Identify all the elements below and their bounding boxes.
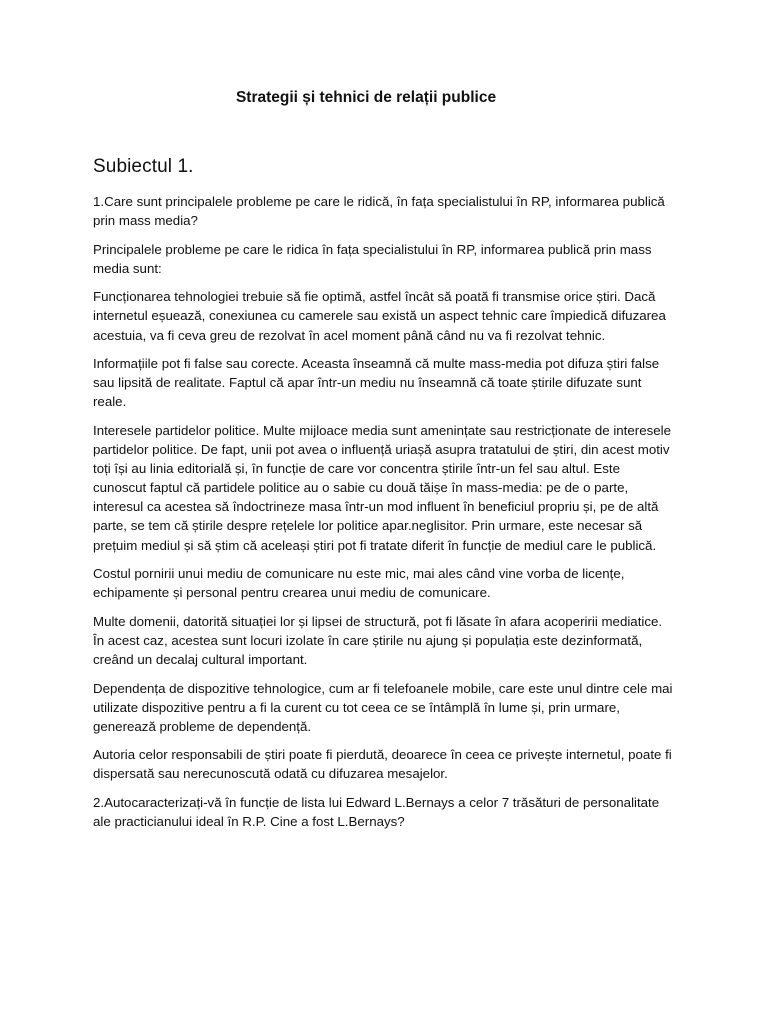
paragraph-dependence: Dependența de dispozitive tehnologice, cum ar fi telefoanele mobile, care este unul dintre cele mai utilizate dispozitive pentru a fi la curent cu tot ceea ce se întâmplă în lume și, prin urmare, generează probleme de dependență. <box>93 680 673 734</box>
document-title <box>0 89 768 107</box>
paragraph-technology: Funcționarea tehnologiei trebuie să fie optimă, astfel încât să poată fi transmise orice știri. Dacă internetul eșuează, conexiunea cu camerele sau există un aspect tehnic care împiedică difuzarea acestuia, va fi ceva greu de rezolvat în acel moment până când nu va fi rezolvat tehnic. <box>93 289 666 343</box>
question-2: 2.Autocaracterizați-vă în funcție de lista lui Edward L.Bernays a celor 7 trăsături de personalitate ale practicianului ideal în R.P. Cine a fost L.Bernays? <box>93 795 660 830</box>
document-title-text: Strategii și tehnici de relații publice <box>235 89 497 106</box>
paragraph-coverage: Multe domenii, datorită situației lor și lipsei de structură, pot fi lăsate în afara acoperirii mediatice. În acest caz, acestea sunt locuri izolate în care știrile nu ajung și populația este dezinformată, creând un decalaj cultural important. <box>93 613 663 667</box>
paragraph-political-interests: Interesele partidelor politice. Multe mijloace media sunt amenințate sau restricționate de interesele partidelor politice. De fapt, unii pot avea o influență uriașă asupra tratatului de știri, din acest motiv toți își au linia editorială și, în funcție de care vor concentra știrile într-un fel sau altul. Este cunoscut faptul că partidele politice au o sabie cu două tăișe în mass-media: pe de o parte, interesul ca acestea să îndoctrineze masa într-un mod influent în beneficiul propriu și, pe de altă parte, se tem că știrile despre rețelele lor politice apar.neglisitor. Prin urmare, este necesar să prețuim mediul și să știm că aceleași știri pot fi tratate diferit în funcție de mediul care le publică. <box>93 422 671 553</box>
paragraph-information: Informațiile pot fi false sau corecte. Aceasta înseamnă că multe mass-media pot difuza știri false sau lipsită de realitate. Faptul că apar într-un mediu nu înseamnă că toate știrile difuzate sunt reale. <box>93 356 660 410</box>
paragraph-authorship: Autoria celor responsabili de știri poate fi pierdută, deoarece în ceea ce privește internetul, poate fi dispersată sau nerecunoscută odată cu difuzarea mesajelor. <box>93 747 672 782</box>
paragraph-cost: Costul pornirii unui mediu de comunicare nu este mic, mai ales când vine vorba de licențe, echipamente și personal pentru crearea unui mediu de comunicare. <box>93 566 625 601</box>
subject-heading: Subiectul 1. <box>93 156 194 177</box>
answer-intro-paragraph: Principalele probleme pe care le ridica în fața specialistului în RP, informarea publică prin mass media sunt: <box>93 241 652 276</box>
document-body <box>93 192 673 841</box>
question-1: 1.Care sunt principalele probleme pe care le ridică, în fața specialistului în RP, informarea publică prin mass media? <box>93 194 665 229</box>
